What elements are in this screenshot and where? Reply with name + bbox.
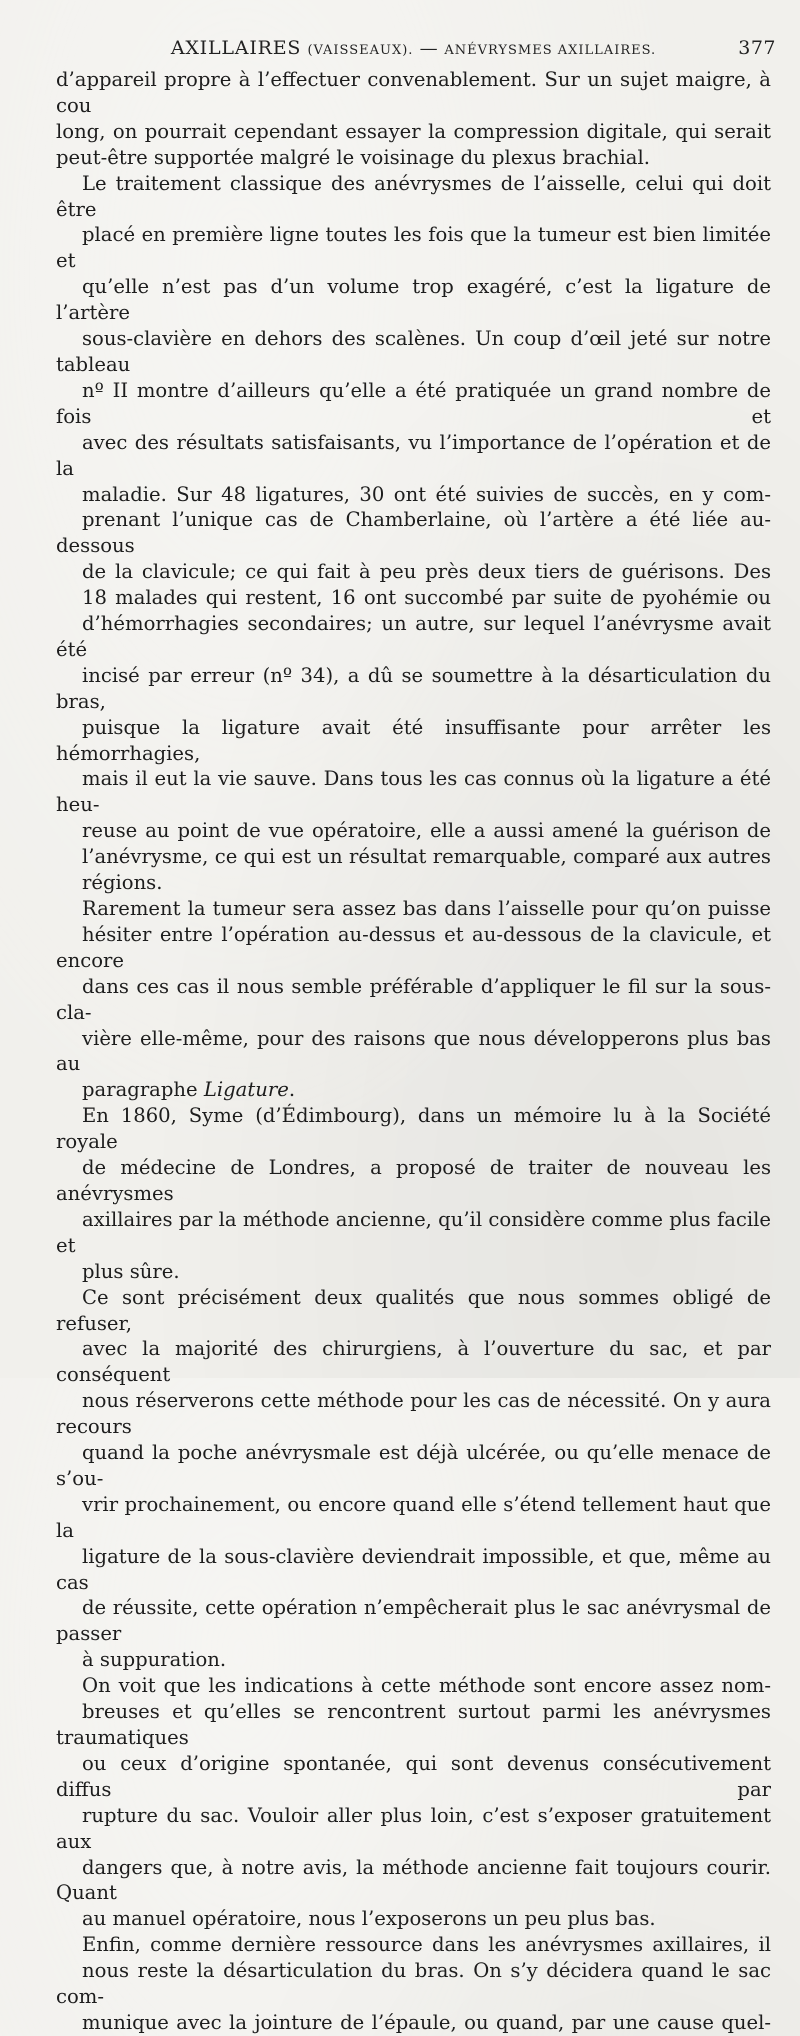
- text-line: qu’elle n’est pas d’un volume trop exagéré, c’est la ligature de l’artère: [56, 275, 771, 325]
- text-line: à suppuration.: [82, 1648, 227, 1672]
- text-fragment: paragraphe: [82, 1078, 204, 1102]
- paragraph: [56, 1932, 771, 2036]
- paragraph: [56, 1103, 771, 1284]
- text-line: peut-être supportée malgré le voisinage du plexus brachial.: [56, 145, 650, 169]
- text-line: vrir prochainement, ou encore quand elle s’étend tellement haut que la: [56, 1492, 771, 1542]
- text-line: nous reste la désarticulation du bras. On s’y décidera quand le sac com-: [56, 1959, 771, 2009]
- text-line: puisque la ligature avait été insuffisante pour arrêter les hémorrhagies,: [56, 715, 771, 765]
- text-line: de médecine de Londres, a proposé de traiter de nouveau les anévrysmes: [56, 1156, 771, 1205]
- text-line: quand la poche anévrysmale est déjà ulcérée, ou qu’elle menace de s’ou-: [56, 1441, 771, 1490]
- text-line: dans ces cas il nous semble préférable d’appliquer le fil sur la sous-cla-: [56, 974, 771, 1024]
- text-line: avec la majorité des chirurgiens, à l’ouverture du sac, et par conséquent: [56, 1337, 771, 1387]
- book-page: [56, 33, 776, 2036]
- text-line: maladie. Sur 48 ligatures, 30 ont été suivies de succès, en y com-: [82, 482, 771, 506]
- text-line: axillaires par la méthode ancienne, qu’il considère comme plus facile et: [56, 1207, 771, 1257]
- running-head-subject: ANÉVRYSMES AXILLAIRES.: [444, 43, 657, 58]
- paragraph: [56, 1673, 771, 1932]
- text-line: sous-clavière en dehors des scalènes. Un coup d’œil jeté sur notre tableau: [56, 327, 771, 376]
- text-line: mais il eut la vie sauve. Dans tous les cas connus où la ligature a été heu-: [56, 767, 771, 817]
- text-line: reuse au point de vue opératoire, elle a aussi amené la guérison de: [82, 819, 771, 843]
- text-line: long, on pourrait cependant essayer la compression digitale, qui serait: [56, 119, 771, 143]
- running-head-section: (VAISSEAUX).: [307, 43, 414, 58]
- text-fragment: .: [288, 1078, 296, 1102]
- text-line: Ce sont précisément deux qualités que nous sommes obligé de refuser,: [56, 1285, 771, 1335]
- text-line: vière elle-même, pour des raisons que nous développerons plus bas au: [56, 1026, 771, 1076]
- text-line: nous réserverons cette méthode pour les cas de nécessité. On y aura recours: [56, 1389, 771, 1439]
- text-line: de réussite, cette opération n’empêcherait plus le sac anévrysmal de passer: [56, 1596, 771, 1646]
- text-line: hésiter entre l’opération au-dessus et au-dessous de la clavicule, et encore: [56, 922, 771, 972]
- text-line: dangers que, à notre avis, la méthode ancienne fait toujours courir. Quant: [56, 1855, 771, 1905]
- page-number: 377: [738, 37, 776, 59]
- paragraph: [56, 896, 771, 1103]
- text-line: rupture du sac. Vouloir aller plus loin, c’est s’exposer gratuitement aux: [56, 1803, 771, 1853]
- text-line: ligature de la sous-clavière deviendrait impossible, et que, même au cas: [56, 1544, 771, 1594]
- running-head-dash: —: [419, 38, 439, 59]
- text-line: breuses et qu’elles se rencontrent surtout parmi les anévrysmes traumatiques: [56, 1700, 771, 1749]
- text-line: Rarement la tumeur sera assez bas dans l’aisselle pour qu’on puisse: [82, 897, 771, 920]
- text-line: d’hémorrhagies secondaires; un autre, sur lequel l’anévrysme avait été: [56, 612, 771, 661]
- text-line: ou ceux d’origine spontanée, qui sont devenus consécutivement diffus par: [56, 1751, 771, 1801]
- text-line: munique avec la jointure de l’épaule, ou quand, par une cause quel-: [82, 2010, 771, 2034]
- text-line: [56, 1077, 771, 1103]
- text-line: plus sûre.: [82, 1259, 180, 1283]
- text-line: incisé par erreur (nº 34), a dû se soumettre à la désarticulation du bras,: [56, 663, 771, 713]
- text-line: avec des résultats satisfaisants, vu l’importance de l’opération et de la: [56, 430, 771, 480]
- text-line: nº II montre d’ailleurs qu’elle a été pratiquée un grand nombre de fois et: [56, 378, 771, 428]
- text-line: au manuel opératoire, nous l’exposerons un peu plus bas.: [82, 1907, 656, 1931]
- running-head: [56, 33, 776, 63]
- text-line: Enfin, comme dernière ressource dans les anévrysmes axillaires, il: [82, 1933, 771, 1957]
- text-line: prenant l’unique cas de Chamberlaine, où l’artère a été liée au-dessous: [56, 508, 771, 558]
- body-text: [56, 67, 771, 2036]
- running-head-title: AXILLAIRES: [170, 37, 302, 59]
- paragraph: [56, 67, 771, 171]
- text-line: Le traitement classique des anévrysmes de l’aisselle, celui qui doit être: [56, 171, 771, 221]
- paragraph: [56, 171, 771, 896]
- text-line: de la clavicule; ce qui fait à peu près deux tiers de guérisons. Des: [82, 560, 771, 584]
- text-line: On voit que les indications à cette méthode sont encore assez nom-: [82, 1674, 771, 1698]
- text-line: l’anévrysme, ce qui est un résultat remarquable, comparé aux autres: [82, 845, 771, 869]
- text-line: 18 malades qui restent, 16 ont succombé par suite de pyohémie ou: [82, 586, 771, 610]
- text-line: En 1860, Syme (d’Édimbourg), dans un mémoire lu à la Société royale: [56, 1104, 771, 1154]
- paragraph: [56, 1285, 771, 1674]
- text-line: d’appareil propre à l’effectuer convenablement. Sur un sujet maigre, à cou: [56, 68, 771, 117]
- text-line: placé en première ligne toutes les fois que la tumeur est bien limitée et: [56, 223, 771, 273]
- text-line: régions.: [82, 871, 163, 895]
- italic-term: Ligature: [203, 1078, 289, 1102]
